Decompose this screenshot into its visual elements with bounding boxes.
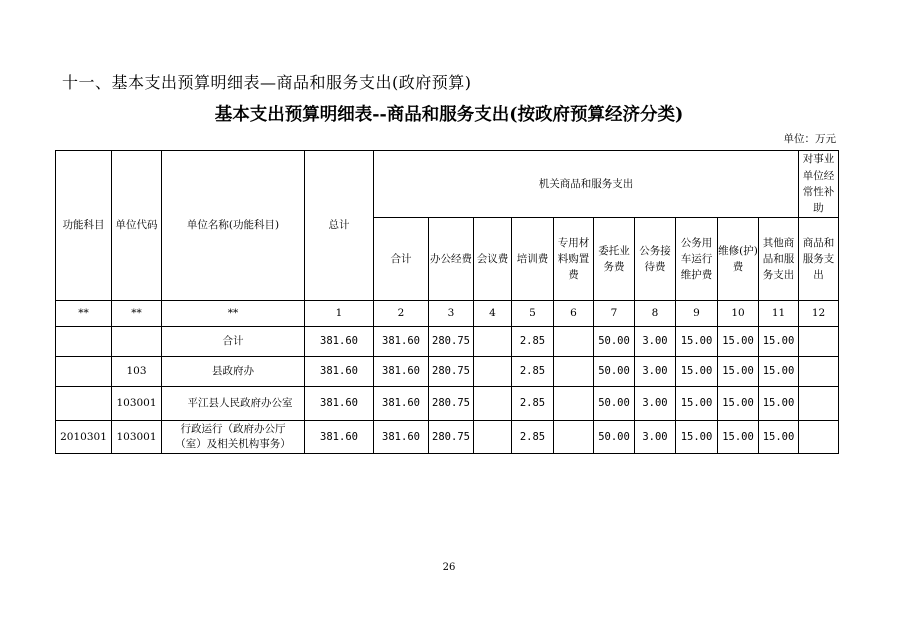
func-subject-cell: [56, 357, 112, 387]
commissioned-services-cell: 50.00: [594, 327, 635, 357]
subsidy-cell: [799, 357, 839, 387]
header-goods-services-subsidy: 商品和服务支出: [799, 218, 839, 301]
total-cell: 381.60: [305, 357, 374, 387]
index-cell: **: [56, 301, 112, 327]
header-unit-code: 单位代码: [112, 151, 162, 301]
index-cell: 6: [554, 301, 594, 327]
meeting-fees-cell: [474, 357, 512, 387]
total-cell: 381.60: [305, 387, 374, 421]
total-cell: 381.60: [305, 327, 374, 357]
official-reception-cell: 3.00: [635, 327, 676, 357]
index-cell: **: [162, 301, 305, 327]
index-cell: 9: [676, 301, 718, 327]
special-materials-cell: [554, 357, 594, 387]
sub-total-cell: 381.60: [374, 387, 429, 421]
header-other-goods-services: 其他商品和服务支出: [759, 218, 799, 301]
sub-total-cell: 381.60: [374, 327, 429, 357]
special-materials-cell: [554, 387, 594, 421]
index-cell: **: [112, 301, 162, 327]
index-cell: 1: [305, 301, 374, 327]
index-cell: 12: [799, 301, 839, 327]
index-cell: 7: [594, 301, 635, 327]
official-reception-cell: 3.00: [635, 387, 676, 421]
training-fees-cell: 2.85: [512, 357, 554, 387]
unit-code-cell: 103001: [112, 387, 162, 421]
func-subject-cell: 2010301: [56, 421, 112, 454]
index-row: [56, 301, 839, 327]
commissioned-services-cell: 50.00: [594, 421, 635, 454]
header-meeting-fees: 会议费: [474, 218, 512, 301]
unit-name-cell: 行政运行（政府办公厅（室）及相关机构事务）: [162, 421, 305, 454]
training-fees-cell: 2.85: [512, 387, 554, 421]
header-official-reception: 公务接待费: [635, 218, 676, 301]
special-materials-cell: [554, 421, 594, 454]
header-sub-total: 合计: [374, 218, 429, 301]
meeting-fees-cell: [474, 421, 512, 454]
header-total: 总计: [305, 151, 374, 301]
maintenance-cell: 15.00: [718, 327, 759, 357]
table-row: [56, 387, 839, 421]
commissioned-services-cell: 50.00: [594, 387, 635, 421]
unit-label: 单位：万元: [783, 133, 836, 145]
header-maintenance: 维修(护)费: [718, 218, 759, 301]
meeting-fees-cell: [474, 327, 512, 357]
office-expenses-cell: 280.75: [429, 387, 474, 421]
sub-total-cell: 381.60: [374, 421, 429, 454]
special-materials-cell: [554, 327, 594, 357]
unit-code-cell: 103: [112, 357, 162, 387]
official-vehicle-cell: 15.00: [676, 387, 718, 421]
unit-name-cell: 县政府办: [162, 357, 305, 387]
table-row: [56, 421, 839, 454]
office-expenses-cell: 280.75: [429, 421, 474, 454]
header-official-vehicle: 公务用车运行维护费: [676, 218, 718, 301]
commissioned-services-cell: 50.00: [594, 357, 635, 387]
other-goods-services-cell: 15.00: [759, 357, 799, 387]
func-subject-cell: [56, 387, 112, 421]
budget-table: [55, 150, 839, 454]
subsidy-cell: [799, 387, 839, 421]
subsidy-cell: [799, 327, 839, 357]
header-row-group: [56, 151, 839, 218]
header-commissioned-services: 委托业务费: [594, 218, 635, 301]
index-cell: 3: [429, 301, 474, 327]
index-cell: 2: [374, 301, 429, 327]
maintenance-cell: 15.00: [718, 357, 759, 387]
unit-code-cell: [112, 327, 162, 357]
office-expenses-cell: 280.75: [429, 357, 474, 387]
index-cell: 8: [635, 301, 676, 327]
official-vehicle-cell: 15.00: [676, 327, 718, 357]
official-vehicle-cell: 15.00: [676, 421, 718, 454]
subsidy-cell: [799, 421, 839, 454]
index-cell: 11: [759, 301, 799, 327]
header-group-subsidy: 对事业单位经常性补助: [799, 151, 839, 218]
official-reception-cell: 3.00: [635, 421, 676, 454]
header-func-subject: 功能科目: [56, 151, 112, 301]
official-vehicle-cell: 15.00: [676, 357, 718, 387]
func-subject-cell: [56, 327, 112, 357]
index-cell: 5: [512, 301, 554, 327]
header-group-org-spending: 机关商品和服务支出: [374, 151, 799, 218]
office-expenses-cell: 280.75: [429, 327, 474, 357]
header-training-fees: 培训费: [512, 218, 554, 301]
official-reception-cell: 3.00: [635, 357, 676, 387]
header-office-expenses: 办公经费: [429, 218, 474, 301]
unit-name-cell: 合计: [162, 327, 305, 357]
maintenance-cell: 15.00: [718, 387, 759, 421]
section-heading: 十一、基本支出预算明细表—商品和服务支出(政府预算): [62, 73, 472, 92]
total-cell: 381.60: [305, 421, 374, 454]
sub-total-cell: 381.60: [374, 357, 429, 387]
training-fees-cell: 2.85: [512, 327, 554, 357]
training-fees-cell: 2.85: [512, 421, 554, 454]
other-goods-services-cell: 15.00: [759, 421, 799, 454]
unit-code-cell: 103001: [112, 421, 162, 454]
table-row: [56, 357, 839, 387]
maintenance-cell: 15.00: [718, 421, 759, 454]
index-cell: 10: [718, 301, 759, 327]
header-unit-name: 单位名称(功能科目): [162, 151, 305, 301]
index-cell: 4: [474, 301, 512, 327]
other-goods-services-cell: 15.00: [759, 387, 799, 421]
other-goods-services-cell: 15.00: [759, 327, 799, 357]
meeting-fees-cell: [474, 387, 512, 421]
page-number: 26: [442, 562, 456, 573]
header-special-materials: 专用材料购置费: [554, 218, 594, 301]
unit-name-cell: 平江县人民政府办公室: [162, 387, 305, 421]
document-title: 基本支出预算明细表--商品和服务支出(按政府预算经济分类): [214, 105, 684, 125]
table-row: [56, 327, 839, 357]
